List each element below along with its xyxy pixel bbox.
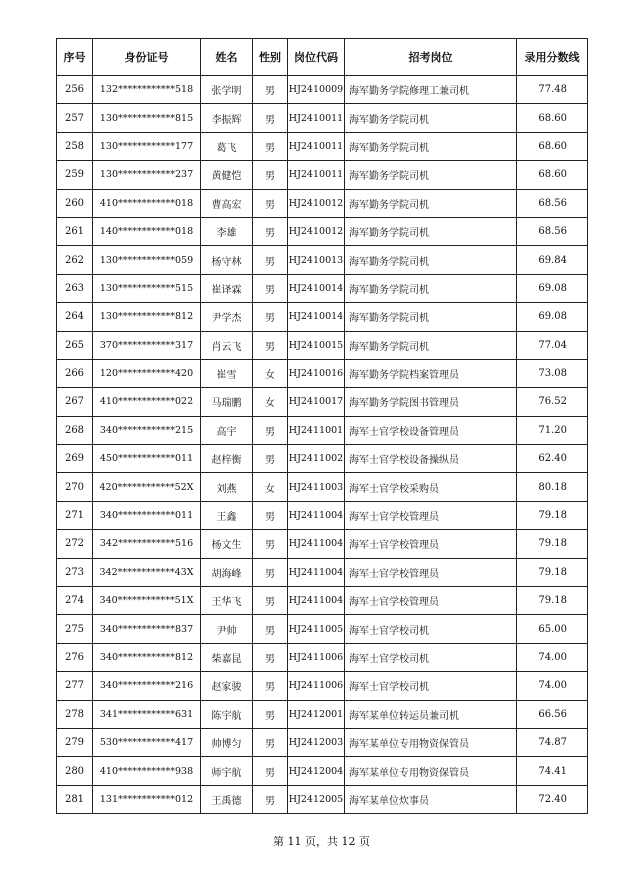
table-row — [57, 615, 588, 643]
cell-post: 海军某单位专用物资保管员 — [345, 757, 517, 785]
cell-id: 340************216 — [93, 672, 201, 700]
cell-gender: 男 — [253, 246, 288, 274]
table-row — [57, 728, 588, 756]
header-name: 姓名 — [201, 39, 253, 76]
cell-name: 马瑞鹏 — [201, 388, 253, 416]
cell-gender: 男 — [253, 331, 288, 359]
cell-code: HJ2410011 — [288, 132, 345, 160]
cell-id: 340************837 — [93, 615, 201, 643]
cell-name: 杨守林 — [201, 246, 253, 274]
table-row — [57, 416, 588, 444]
cell-code: HJ2411002 — [288, 445, 345, 473]
cell-name: 师宇航 — [201, 757, 253, 785]
cell-code: HJ2410014 — [288, 274, 345, 302]
cell-seq: 257 — [57, 104, 93, 132]
cell-name: 肖云飞 — [201, 331, 253, 359]
cell-score: 68.60 — [517, 104, 588, 132]
cell-post: 海军士官学校管理员 — [345, 587, 517, 615]
cell-seq: 278 — [57, 700, 93, 728]
cell-score: 77.04 — [517, 331, 588, 359]
cell-code: HJ2411006 — [288, 672, 345, 700]
table-row — [57, 132, 588, 160]
cell-score: 79.18 — [517, 587, 588, 615]
table-row — [57, 189, 588, 217]
cell-score: 66.56 — [517, 700, 588, 728]
cell-gender: 男 — [253, 132, 288, 160]
table-row — [57, 388, 588, 416]
cell-code: HJ2412003 — [288, 728, 345, 756]
cell-name: 尹学杰 — [201, 303, 253, 331]
cell-seq: 265 — [57, 331, 93, 359]
table-row — [57, 587, 588, 615]
table-row — [57, 672, 588, 700]
cell-code: HJ2411004 — [288, 587, 345, 615]
cell-id: 340************215 — [93, 416, 201, 444]
table-row — [57, 331, 588, 359]
cell-name: 刘燕 — [201, 473, 253, 501]
cell-score: 79.18 — [517, 501, 588, 529]
cell-post: 海军勤务学院司机 — [345, 303, 517, 331]
cell-score: 74.00 — [517, 672, 588, 700]
cell-post: 海军勤务学院司机 — [345, 104, 517, 132]
table-row — [57, 785, 588, 813]
cell-name: 柴嘉昆 — [201, 643, 253, 671]
table-row — [57, 501, 588, 529]
cell-id: 530************417 — [93, 728, 201, 756]
cell-gender: 女 — [253, 473, 288, 501]
table-row — [57, 445, 588, 473]
table-row — [57, 76, 588, 104]
cell-post: 海军勤务学院修理工兼司机 — [345, 76, 517, 104]
cell-seq: 277 — [57, 672, 93, 700]
header-post: 招考岗位 — [345, 39, 517, 76]
cell-post: 海军某单位转运员兼司机 — [345, 700, 517, 728]
cell-gender: 男 — [253, 757, 288, 785]
cell-seq: 256 — [57, 76, 93, 104]
cell-score: 71.20 — [517, 416, 588, 444]
cell-gender: 男 — [253, 104, 288, 132]
cell-post: 海军勤务学院司机 — [345, 217, 517, 245]
cell-post: 海军某单位专用物资保管员 — [345, 728, 517, 756]
cell-name: 帅博匀 — [201, 728, 253, 756]
cell-post: 海军士官学校管理员 — [345, 558, 517, 586]
cell-post: 海军士官学校管理员 — [345, 530, 517, 558]
cell-id: 340************812 — [93, 643, 201, 671]
table-row — [57, 246, 588, 274]
cell-score: 80.18 — [517, 473, 588, 501]
table-row — [57, 274, 588, 302]
cell-seq: 259 — [57, 161, 93, 189]
cell-code: HJ2411004 — [288, 501, 345, 529]
cell-gender: 男 — [253, 303, 288, 331]
cell-name: 黄健恺 — [201, 161, 253, 189]
cell-id: 450************011 — [93, 445, 201, 473]
cell-gender: 男 — [253, 558, 288, 586]
table-row — [57, 303, 588, 331]
cell-code: HJ2410015 — [288, 331, 345, 359]
table-row — [57, 104, 588, 132]
cell-score: 68.56 — [517, 217, 588, 245]
cell-name: 曹高宏 — [201, 189, 253, 217]
cell-score: 73.08 — [517, 359, 588, 387]
cell-name: 葛飞 — [201, 132, 253, 160]
cell-name: 王禹德 — [201, 785, 253, 813]
cell-seq: 276 — [57, 643, 93, 671]
cell-post: 海军勤务学院档案管理员 — [345, 359, 517, 387]
cell-gender: 男 — [253, 615, 288, 643]
cell-code: HJ2410014 — [288, 303, 345, 331]
cell-id: 120************420 — [93, 359, 201, 387]
cell-seq: 267 — [57, 388, 93, 416]
cell-score: 76.52 — [517, 388, 588, 416]
cell-code: HJ2411006 — [288, 643, 345, 671]
cell-code: HJ2410009 — [288, 76, 345, 104]
cell-name: 胡海峰 — [201, 558, 253, 586]
cell-id: 341************631 — [93, 700, 201, 728]
cell-seq: 274 — [57, 587, 93, 615]
cell-seq: 280 — [57, 757, 93, 785]
cell-id: 342************43X — [93, 558, 201, 586]
cell-post: 海军士官学校司机 — [345, 643, 517, 671]
cell-code: HJ2411004 — [288, 558, 345, 586]
cell-gender: 男 — [253, 672, 288, 700]
cell-seq: 263 — [57, 274, 93, 302]
cell-id: 140************018 — [93, 217, 201, 245]
cell-code: HJ2410017 — [288, 388, 345, 416]
cell-id: 410************022 — [93, 388, 201, 416]
table-row — [57, 217, 588, 245]
cell-id: 340************51X — [93, 587, 201, 615]
cell-seq: 271 — [57, 501, 93, 529]
table-row — [57, 643, 588, 671]
cell-score: 79.18 — [517, 530, 588, 558]
cell-seq: 268 — [57, 416, 93, 444]
cell-seq: 281 — [57, 785, 93, 813]
cell-gender: 男 — [253, 189, 288, 217]
cell-seq: 261 — [57, 217, 93, 245]
cell-code: HJ2412001 — [288, 700, 345, 728]
cell-name: 赵梓衡 — [201, 445, 253, 473]
cell-code: HJ2411003 — [288, 473, 345, 501]
header-seq: 序号 — [57, 39, 93, 76]
cell-score: 74.00 — [517, 643, 588, 671]
cell-code: HJ2410012 — [288, 217, 345, 245]
table-body — [57, 76, 588, 814]
cell-gender: 男 — [253, 274, 288, 302]
cell-code: HJ2410011 — [288, 104, 345, 132]
cell-gender: 男 — [253, 217, 288, 245]
cell-seq: 258 — [57, 132, 93, 160]
cell-code: HJ2411004 — [288, 530, 345, 558]
cell-post: 海军勤务学院司机 — [345, 189, 517, 217]
cell-name: 张学明 — [201, 76, 253, 104]
page-footer: 第 11 页，共 12 页 — [273, 835, 370, 848]
cell-seq: 279 — [57, 728, 93, 756]
cell-seq: 272 — [57, 530, 93, 558]
cell-gender: 女 — [253, 388, 288, 416]
cell-gender: 男 — [253, 587, 288, 615]
cell-name: 李雄 — [201, 217, 253, 245]
cell-name: 尹帅 — [201, 615, 253, 643]
cell-code: HJ2411005 — [288, 615, 345, 643]
cell-code: HJ2410016 — [288, 359, 345, 387]
cell-id: 130************815 — [93, 104, 201, 132]
cell-seq: 264 — [57, 303, 93, 331]
cell-post: 海军勤务学院司机 — [345, 331, 517, 359]
cell-name: 杨文生 — [201, 530, 253, 558]
cell-name: 王华飞 — [201, 587, 253, 615]
cell-post: 海军某单位炊事员 — [345, 785, 517, 813]
cell-id: 130************177 — [93, 132, 201, 160]
cell-post: 海军勤务学院司机 — [345, 274, 517, 302]
table-row — [57, 700, 588, 728]
cell-score: 65.00 — [517, 615, 588, 643]
cell-seq: 275 — [57, 615, 93, 643]
cell-id: 410************938 — [93, 757, 201, 785]
cell-id: 410************018 — [93, 189, 201, 217]
cell-score: 68.56 — [517, 189, 588, 217]
table-row — [57, 757, 588, 785]
cell-id: 420************52X — [93, 473, 201, 501]
cell-id: 130************059 — [93, 246, 201, 274]
cell-id: 132************518 — [93, 76, 201, 104]
cell-seq: 270 — [57, 473, 93, 501]
cell-code: HJ2410013 — [288, 246, 345, 274]
admission-table — [56, 38, 588, 814]
cell-score: 69.08 — [517, 303, 588, 331]
cell-name: 王鑫 — [201, 501, 253, 529]
cell-gender: 男 — [253, 501, 288, 529]
cell-name: 李振辉 — [201, 104, 253, 132]
cell-gender: 男 — [253, 76, 288, 104]
table-row — [57, 161, 588, 189]
cell-code: HJ2410011 — [288, 161, 345, 189]
table-header-row — [57, 39, 588, 76]
cell-post: 海军士官学校司机 — [345, 615, 517, 643]
cell-id: 130************237 — [93, 161, 201, 189]
cell-score: 72.40 — [517, 785, 588, 813]
cell-id: 130************812 — [93, 303, 201, 331]
cell-post: 海军士官学校设备操纵员 — [345, 445, 517, 473]
cell-id: 370************317 — [93, 331, 201, 359]
cell-score: 77.48 — [517, 76, 588, 104]
cell-score: 69.08 — [517, 274, 588, 302]
cell-post: 海军士官学校管理员 — [345, 501, 517, 529]
cell-score: 68.60 — [517, 161, 588, 189]
table-row — [57, 473, 588, 501]
cell-code: HJ2412004 — [288, 757, 345, 785]
cell-name: 崔译霖 — [201, 274, 253, 302]
cell-id: 131************012 — [93, 785, 201, 813]
cell-post: 海军士官学校采购员 — [345, 473, 517, 501]
table-row — [57, 359, 588, 387]
cell-seq: 269 — [57, 445, 93, 473]
header-id: 身份证号 — [93, 39, 201, 76]
cell-post: 海军勤务学院图书管理员 — [345, 388, 517, 416]
cell-name: 陈宇航 — [201, 700, 253, 728]
cell-score: 74.41 — [517, 757, 588, 785]
table-row — [57, 530, 588, 558]
cell-id: 130************515 — [93, 274, 201, 302]
cell-post: 海军勤务学院司机 — [345, 246, 517, 274]
cell-post: 海军士官学校司机 — [345, 672, 517, 700]
cell-score: 79.18 — [517, 558, 588, 586]
cell-name: 高宇 — [201, 416, 253, 444]
cell-gender: 男 — [253, 700, 288, 728]
cell-gender: 男 — [253, 445, 288, 473]
cell-gender: 女 — [253, 359, 288, 387]
cell-gender: 男 — [253, 728, 288, 756]
header-score: 录用分数线 — [517, 39, 588, 76]
header-gender: 性别 — [253, 39, 288, 76]
cell-gender: 男 — [253, 161, 288, 189]
cell-score: 74.87 — [517, 728, 588, 756]
cell-id: 342************516 — [93, 530, 201, 558]
cell-score: 68.60 — [517, 132, 588, 160]
cell-name: 崔雪 — [201, 359, 253, 387]
cell-code: HJ2411001 — [288, 416, 345, 444]
cell-gender: 男 — [253, 785, 288, 813]
cell-seq: 273 — [57, 558, 93, 586]
cell-seq: 260 — [57, 189, 93, 217]
cell-gender: 男 — [253, 416, 288, 444]
cell-seq: 266 — [57, 359, 93, 387]
cell-seq: 262 — [57, 246, 93, 274]
cell-gender: 男 — [253, 643, 288, 671]
table-row — [57, 558, 588, 586]
cell-id: 340************011 — [93, 501, 201, 529]
cell-post: 海军勤务学院司机 — [345, 132, 517, 160]
cell-gender: 男 — [253, 530, 288, 558]
cell-score: 69.84 — [517, 246, 588, 274]
cell-post: 海军勤务学院司机 — [345, 161, 517, 189]
cell-code: HJ2410012 — [288, 189, 345, 217]
cell-code: HJ2412005 — [288, 785, 345, 813]
cell-name: 赵家骏 — [201, 672, 253, 700]
header-code: 岗位代码 — [288, 39, 345, 76]
cell-post: 海军士官学校设备管理员 — [345, 416, 517, 444]
cell-score: 62.40 — [517, 445, 588, 473]
